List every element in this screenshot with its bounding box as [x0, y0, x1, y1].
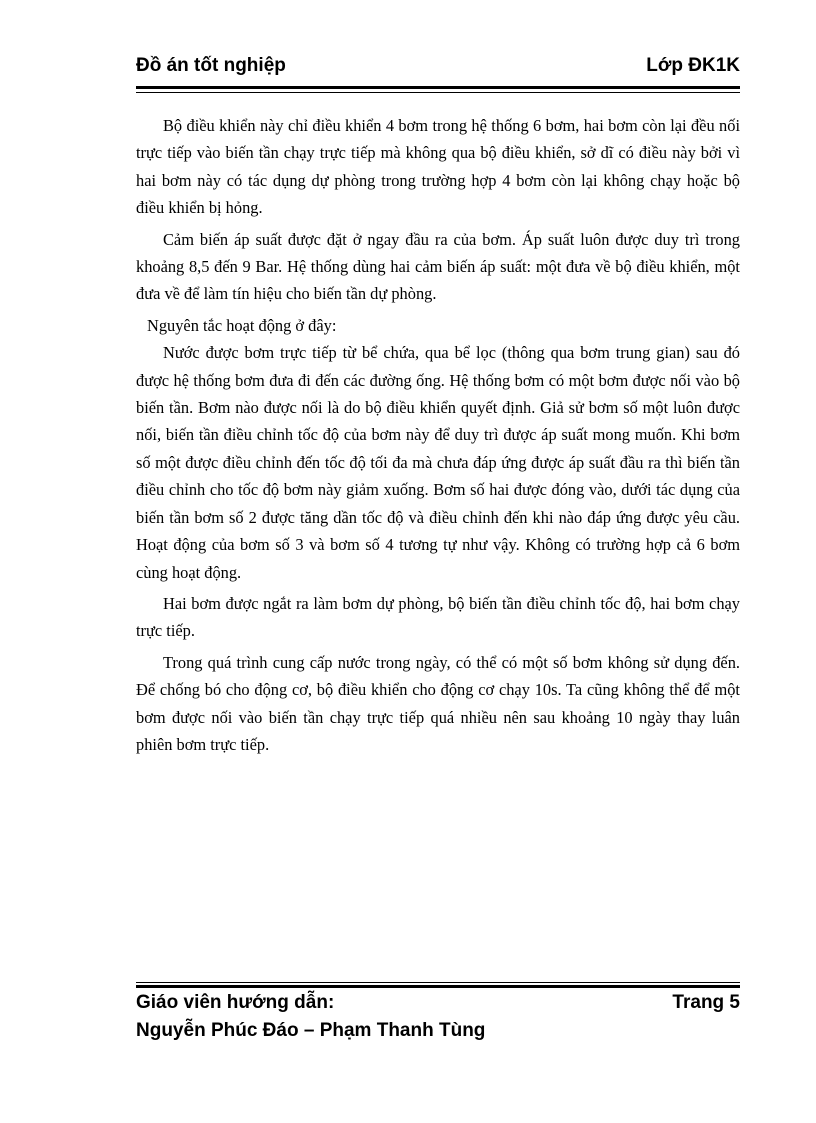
paragraph: Trong quá trình cung cấp nước trong ngày, có thể có một số bơm không sử dụng đến. Để chống bó cho động cơ, bộ điều khiển cho động cơ chạy 10s. Ta cũng không thể để một bơm được nối vào biến tần chạy trực tiếp quá nhiều nên sau khoảng 10 ngày thay luân phiên bơm trực tiếp.	[136, 652, 740, 754]
header-title: Đồ án tốt nghiệp	[136, 55, 286, 76]
page-body	[136, 112, 740, 762]
section-heading: Nguyên tắc hoạt động ở đây:	[147, 315, 337, 335]
page-header	[136, 55, 740, 85]
footer-rule-thin	[136, 982, 740, 983]
header-rule-thin	[136, 92, 740, 93]
footer-rule-thick	[136, 985, 740, 988]
advisor-names: Nguyễn Phúc Đáo – Phạm Thanh Tùng	[136, 1020, 486, 1041]
paragraph: Hai bơm được ngắt ra làm bơm dự phòng, bộ biến tần điều chỉnh tốc độ, hai bơm chạy trực tiếp.	[136, 593, 740, 641]
header-rule-thick	[136, 86, 740, 89]
paragraph: Nước được bơm trực tiếp từ bể chứa, qua bể lọc (thông qua bơm trung gian) sau đó được hệ thống bơm đưa đi đến các đường ống. Hệ thống bơm có một bơm được nối vào bộ biến tần. Bơm nào được nối là do bộ điều khiển quyết định. Giả sử bơm số một luôn được nối, biến tần điều chỉnh tốc độ của bơm này để duy trì được áp suất mong muốn. Khi bơm số một được điều chỉnh đến tốc độ tối đa mà chưa đáp ứng được áp suất đầu ra thì biến tần điều chỉnh cho tốc độ bơm này giảm xuống. Bơm số hai được đóng vào, dưới tác dụng của biến tần bơm số 2 được tăng dần tốc độ và điều chỉnh đến khi nào đáp ứng được yêu cầu. Hoạt động của bơm số 3 và bơm số 4 tương tự như vậy. Không có trường hợp cả 6 bơm cùng hoạt động.	[136, 343, 740, 582]
header-class: Lớp ĐK1K	[646, 55, 740, 76]
page-footer	[136, 989, 740, 1045]
advisor-label: Giáo viên hướng dẫn:	[136, 992, 335, 1013]
paragraph: Bộ điều khiển này chỉ điều khiển 4 bơm trong hệ thống 6 bơm, hai bơm còn lại đều nối trực tiếp vào biến tần chạy trực tiếp mà không qua bộ điều khiển, sở dĩ có điều này bởi vì hai bơm này có tác dụng dự phòng trong trường hợp 4 bơm còn lại không chạy hoặc bộ điều khiển bị hỏng.	[136, 116, 740, 218]
paragraph: Cảm biến áp suất được đặt ở ngay đầu ra của bơm. Áp suất luôn được duy trì trong khoảng 8,5 đến 9 Bar. Hệ thống dùng hai cảm biến áp suất: một đưa về bộ điều khiển, một đưa về để làm tín hiệu cho biến tần dự phòng.	[136, 229, 740, 304]
page-number: Trang 5	[672, 992, 740, 1013]
